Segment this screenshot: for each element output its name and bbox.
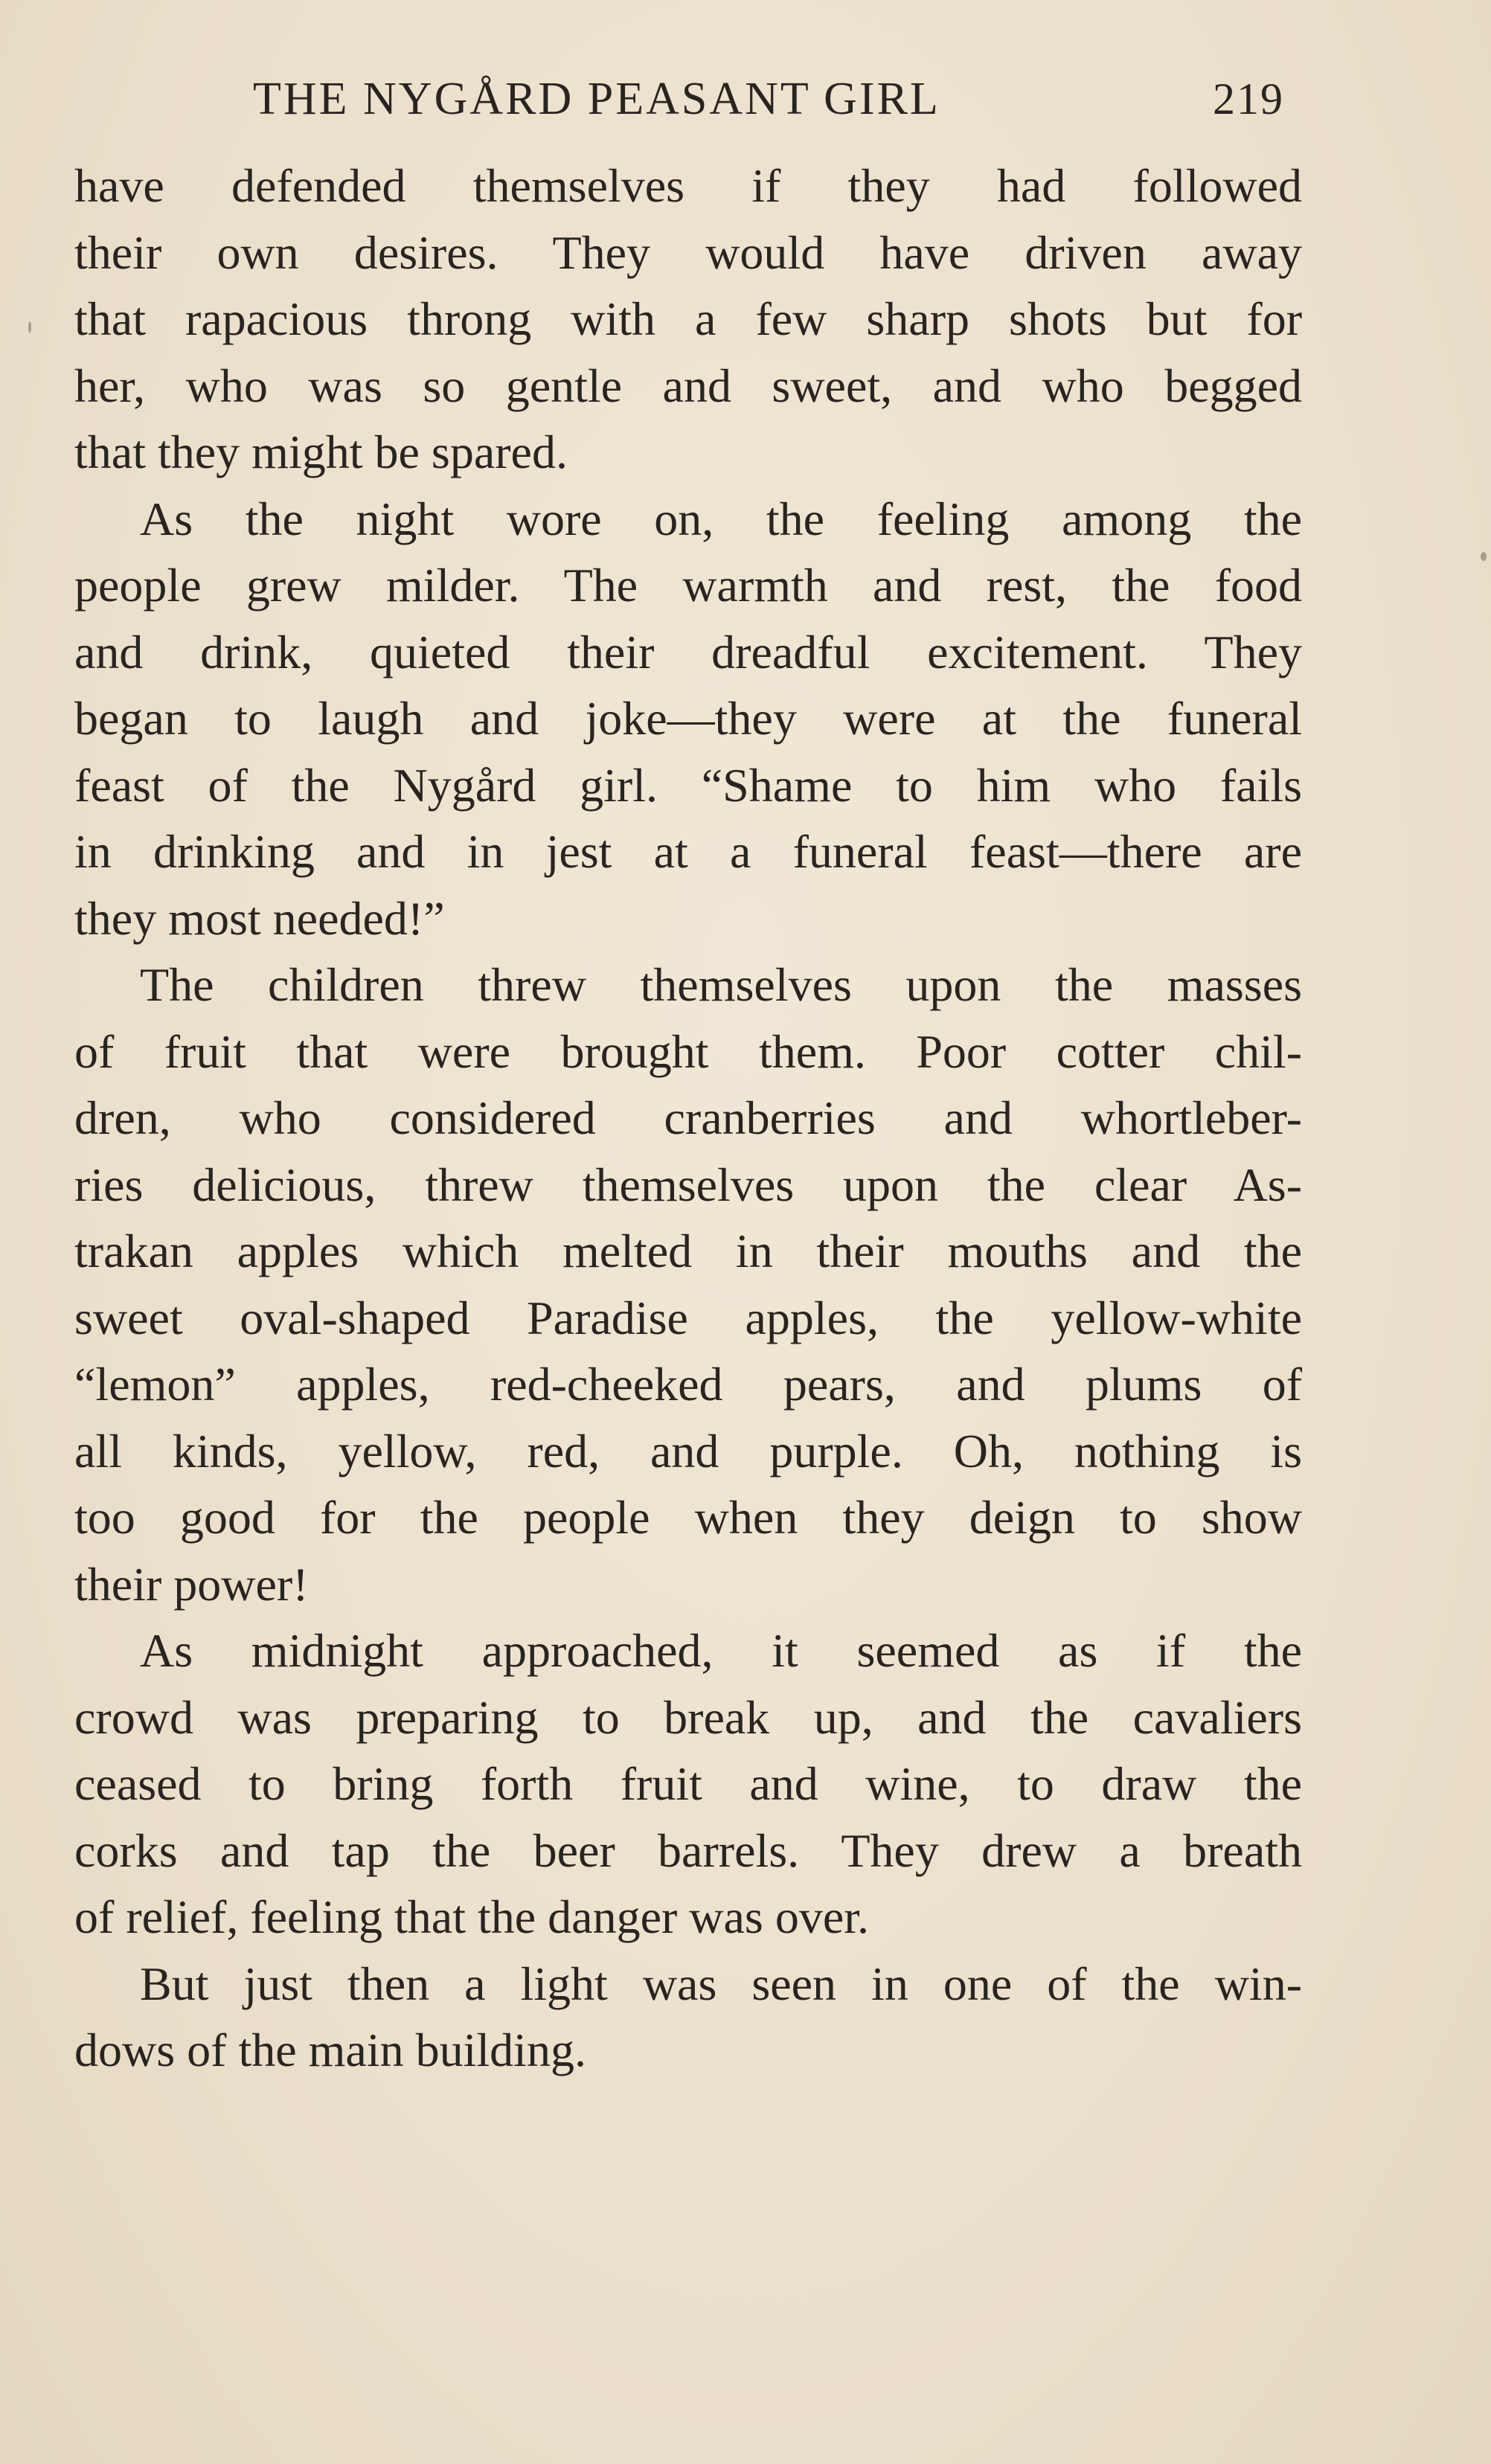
paragraph-2	[74, 486, 1302, 952]
text-line: But just then a light was seen in one of the win-	[140, 1957, 1302, 2010]
text-line: As the night wore on, the feeling among the	[140, 492, 1302, 545]
text-line: they most needed!”	[74, 891, 445, 945]
running-head: THE NYGÅRD PEASANT GIRL	[253, 74, 940, 124]
text-line: dows of the main building.	[74, 2024, 586, 2076]
paragraph-5	[74, 1951, 1302, 2084]
text-line: all kinds, yellow, red, and purple. Oh, nothing is	[74, 1424, 1302, 1478]
paper-speck	[1481, 552, 1487, 561]
page-number: 219	[1213, 74, 1284, 123]
text-line: The children threw themselves upon the masses	[140, 958, 1302, 1011]
text-line: their power!	[74, 1557, 309, 1611]
text-line: sweet oval-shaped Paradise apples, the yellow-white	[74, 1291, 1302, 1344]
paper-speck	[28, 321, 31, 333]
text-line: have defended themselves if they had followed	[74, 159, 1302, 212]
text-line: “lemon” apples, red-cheeked pears, and plums of	[74, 1358, 1302, 1411]
text-line: corks and tap the beer barrels. They drew a breath	[74, 1823, 1302, 1877]
paragraph-4	[74, 1617, 1302, 1951]
text-line: that rapacious throng with a few sharp shots but for	[74, 292, 1302, 345]
text-line: of relief, feeling that the danger was over.	[74, 1890, 869, 1943]
page-header	[253, 65, 1295, 132]
text-line: people grew milder. The warmth and rest, the food	[74, 559, 1302, 612]
text-line: ries delicious, threw themselves upon the clear As-	[74, 1158, 1302, 1211]
text-line: dren, who considered cranberries and whortleber-	[74, 1091, 1302, 1144]
paragraph-3	[74, 952, 1302, 1617]
text-line: trakan apples which melted in their mouths and the	[74, 1225, 1302, 1277]
paragraph-1	[74, 153, 1302, 486]
text-line: of fruit that were brought them. Poor cotter chil-	[74, 1024, 1302, 1078]
text-line: feast of the Nygård girl. “Shame to him who fails	[74, 758, 1302, 812]
text-line: ceased to bring forth fruit and wine, to draw the	[74, 1757, 1302, 1810]
text-line: her, who was so gentle and sweet, and who begged	[74, 359, 1302, 412]
text-line: that they might be spared.	[74, 426, 568, 478]
body-text	[74, 153, 1302, 2084]
text-line: began to laugh and joke—they were at the funeral	[74, 692, 1302, 745]
text-line: crowd was preparing to break up, and the cavaliers	[74, 1690, 1302, 1744]
text-line: too good for the people when they deign to show	[74, 1491, 1302, 1544]
text-line: their own desires. They would have driven away	[74, 225, 1302, 279]
text-line: in drinking and in jest at a funeral feast—there are	[74, 825, 1302, 878]
text-line: As midnight approached, it seemed as if the	[140, 1624, 1302, 1677]
text-line: and drink, quieted their dreadful excitement. They	[74, 625, 1302, 678]
